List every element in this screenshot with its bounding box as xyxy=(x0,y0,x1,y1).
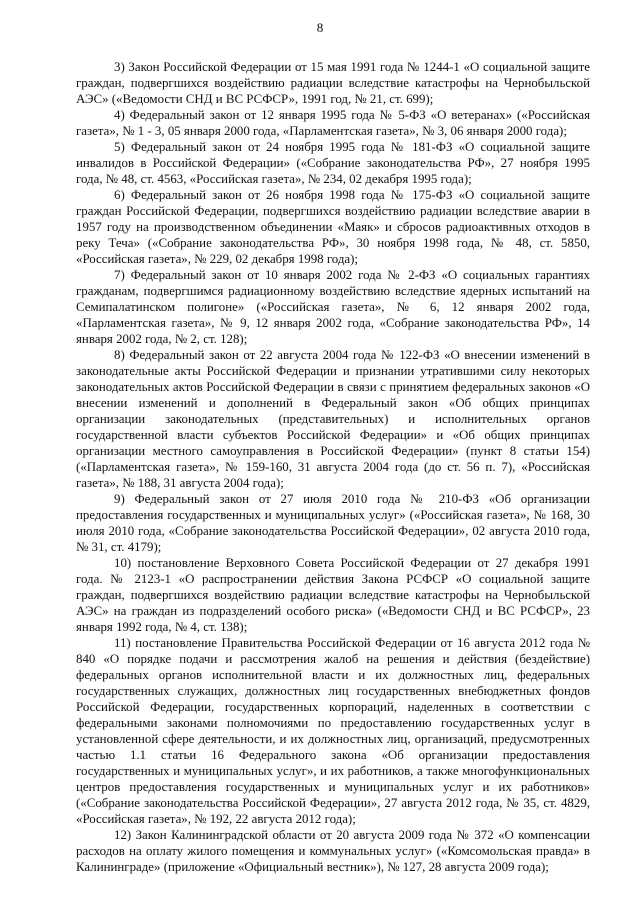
list-item-5: 5) Федеральный закон от 24 ноября 1995 года № 181-ФЗ «О социальной защите инвалидов в Российской Федерации» («Собрание законодательства РФ», 27 ноября 1995 года, № 48, ст. 4563, «Российская газета», № 234, 02 декабря 1995 года); xyxy=(76,140,590,186)
page-number: 8 xyxy=(316,20,324,35)
list-item-3: 3) Закон Российской Федерации от 15 мая 1991 года № 1244-1 «О социальной защите граждан, подвергшихся воздействию радиации вследствие катастрофы на Чернобыльской АЭС» («Ведомости СНД и ВС РСФСР», 1991 год, № 21, ст. 699); xyxy=(76,60,590,106)
list-item-7: 7) Федеральный закон от 10 января 2002 года № 2-ФЗ «О социальных гарантиях гражданам, подвергшимся радиационному воздействию вследствие ядерных испытаний на Семипалатинском полигоне» («Российская газета», № 6, 12 января 2002 года, «Парламентская газета», № 9, 12 января 2002 года, «Собрание законодательства РФ», 14 января 2002 года, № 2, ст. 128); xyxy=(76,268,590,346)
list-item-4: 4) Федеральный закон от 12 января 1995 года № 5-ФЗ «О ветеранах» («Российская газета», № 1 - 3, 05 января 2000 года, «Парламентская газета», № 3, 06 января 2000 года); xyxy=(76,108,590,138)
list-item-10: 10) постановление Верховного Совета Российской Федерации от 27 декабря 1991 года. № 2123-1 «О распространении действия Закона РСФСР «О социальной защите граждан, подвергшихся воздействию радиации вследствие катастрофы на Чернобыльской АЭС» на граждан из подразделений особого риска» («Ведомости СНД и ВС РСФСР», 23 января 1992 года, № 4, ст. 138); xyxy=(76,556,590,634)
list-item-8: 8) Федеральный закон от 22 августа 2004 года № 122-ФЗ «О внесении изменений в законодательные акты Российской Федерации и признании утратившими силу некоторых законодательных актов Российской Федерации в связи с принятием федеральных законов «О внесении изменений и дополнений в Федеральный закон «Об общих принципах организации законодательных (представительных) и исполнительных органов государственной власти субъектов Российской Федерации» и «Об общих принципах организации местного самоуправления в Российской Федерации» (пункт 8 статьи 154) («Парламентская газета», № 159-160, 31 августа 2004 года (до ст. 56 п. 7), «Российская газета», № 188, 31 августа 2004 года); xyxy=(76,348,590,490)
list-item-6: 6) Федеральный закон от 26 ноября 1998 года № 175-ФЗ «О социальной защите граждан Российской Федерации, подвергшихся воздействию радиации вследствие аварии в 1957 году на производственном объединении «Маяк» и сбросов радиоактивных отходов в реку Теча» («Собрание законодательства РФ», 30 ноября 1998 года, № 48, ст. 5850, «Российская газета», № 229, 02 декабря 1998 года); xyxy=(76,188,590,266)
list-item-9: 9) Федеральный закон от 27 июля 2010 года № 210-ФЗ «Об организации предоставления государственных и муниципальных услуг» («Российская газета», № 168, 30 июля 2010 года, «Собрание законодательства Российской Федерации», 02 августа 2010 года, № 31, ст. 4179); xyxy=(76,492,590,554)
list-item-11: 11) постановление Правительства Российской Федерации от 16 августа 2012 года № 840 «О порядке подачи и рассмотрения жалоб на решения и действия (бездействие) федеральных органов исполнительной власти и их должностных лиц, федеральных государственных служащих, должностных лиц государственных внебюджетных фондов Российской Федерации, государственных корпораций, наделенных в соответствии с федеральными законами полномочиями по предоставлению государственных услуг в установленной сфере деятельности, и их должностных лиц, организаций, предусмотренных частью 1.1 статьи 16 Федерального закона «Об организации предоставления государственных и муниципальных услуг», и их работников, а также многофункциональных центров предоставления государственных и муниципальных услуг и их работников» («Собрание законодательства Российской Федерации», 27 августа 2012 года, № 35, ст. 4829, «Российская газета», № 192, 22 августа 2012 года); xyxy=(76,636,590,826)
list-item-12: 12) Закон Калининградской области от 20 августа 2009 года № 372 «О компенсации расходов на оплату жилого помещения и коммунальных услуг» («Комсомольская правда» в Калининграде» (приложение «Официальный вестник»), № 127, 28 августа 2009 года); xyxy=(76,828,590,874)
document-body xyxy=(76,59,590,875)
